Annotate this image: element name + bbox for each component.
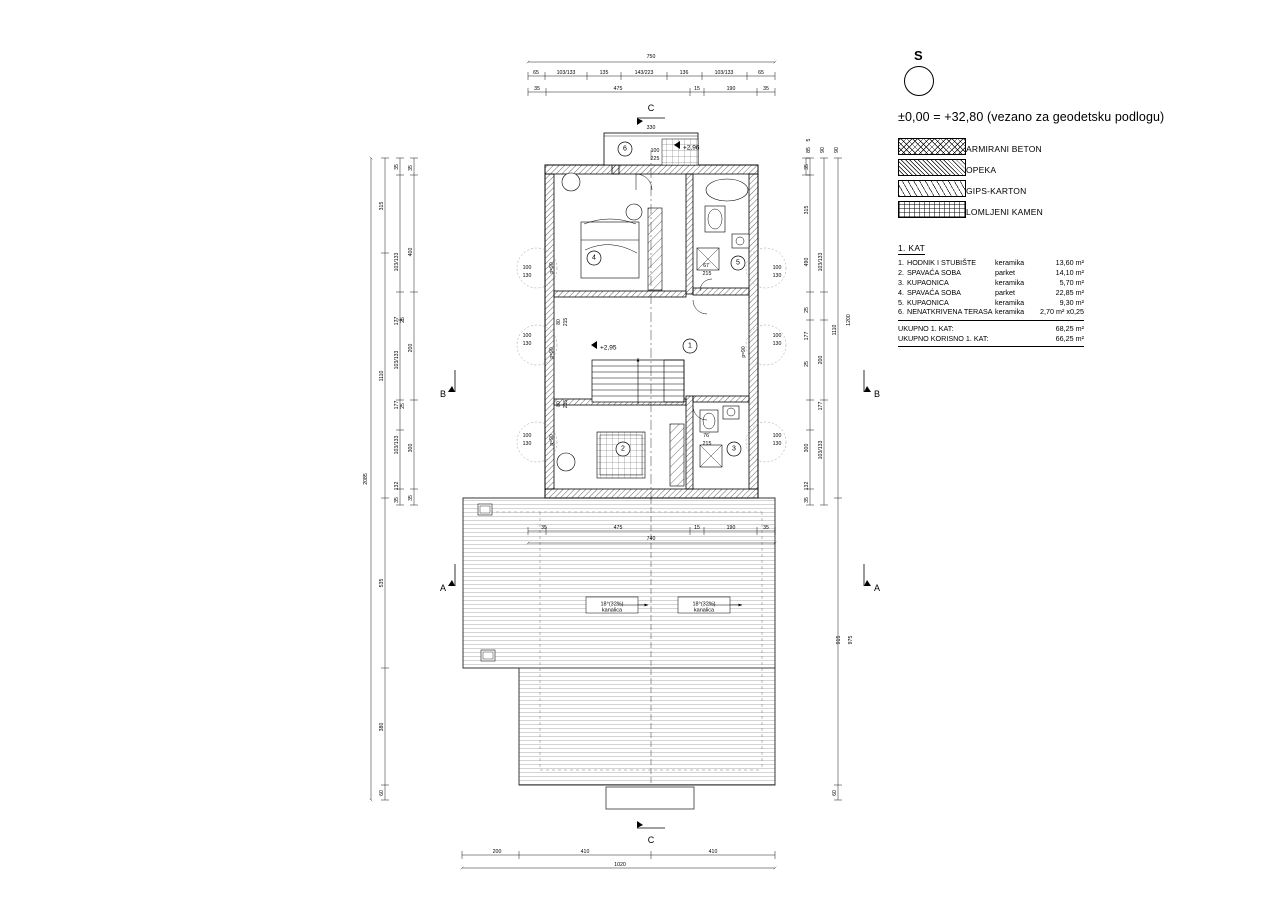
hatch-gips-karton-swatch (898, 180, 966, 197)
svg-text:35: 35 (804, 497, 810, 503)
svg-text:915: 915 (836, 635, 842, 645)
room-area: 2,70 m² x0,25 (1040, 307, 1084, 317)
svg-text:100: 100 (522, 265, 532, 271)
svg-text:18°(32%): 18°(32%) (600, 601, 624, 608)
svg-text:65: 65 (533, 70, 539, 76)
svg-text:1020: 1020 (614, 862, 626, 868)
svg-text:+2,96: +2,96 (683, 144, 700, 152)
svg-text:130: 130 (522, 441, 532, 447)
svg-text:35: 35 (408, 165, 414, 171)
svg-text:190: 190 (726, 525, 736, 531)
svg-text:410: 410 (580, 849, 590, 855)
room-name: KUPAONICA (907, 297, 949, 307)
room-finish: keramika (995, 258, 1025, 268)
svg-text:300: 300 (408, 443, 414, 453)
legend-row (898, 201, 1043, 222)
table-row (898, 287, 1084, 297)
hatch-lomljeni-kamen-label: LOMLJENI KAMEN (966, 206, 1043, 217)
svg-text:35: 35 (763, 86, 769, 92)
svg-text:130: 130 (772, 273, 782, 279)
svg-text:B: B (873, 389, 881, 399)
room-name: NENATKRIVENA TERASA (907, 307, 993, 317)
svg-text:18°(32%): 18°(32%) (692, 601, 716, 608)
svg-text:103/133: 103/133 (818, 252, 824, 272)
room-index: 2. (898, 268, 904, 278)
svg-text:60: 60 (832, 790, 838, 796)
elevation-note: ±0,00 = +32,80 (vezano za geodetsku podlogu) (898, 110, 1165, 124)
svg-text:100: 100 (522, 433, 532, 439)
svg-text:750: 750 (646, 54, 656, 60)
room-finish: keramika (995, 307, 1025, 317)
hatch-opeka-label: OPEKA (966, 164, 997, 175)
svg-text:177: 177 (394, 316, 400, 326)
svg-text:1200: 1200 (846, 314, 852, 326)
svg-text:215: 215 (563, 399, 569, 409)
room-area: 13,60 m² (1055, 258, 1084, 268)
total-label: UKUPNO KORISNO 1. KAT: (898, 333, 989, 343)
svg-text:35: 35 (804, 164, 810, 170)
svg-text:103/133: 103/133 (556, 70, 576, 76)
room-schedule-table (898, 258, 1084, 317)
total-row (898, 333, 1084, 343)
svg-text:475: 475 (613, 86, 623, 92)
svg-text:C: C (647, 835, 655, 845)
svg-text:60: 60 (379, 790, 385, 796)
bedroom-4-furniture (562, 173, 662, 290)
legend-row (898, 159, 1043, 180)
svg-text:kanalica: kanalica (693, 607, 715, 614)
compass-circle (904, 66, 934, 96)
svg-text:100: 100 (650, 148, 660, 154)
room-area: 5,70 m² (1059, 277, 1084, 287)
room-finish: parket (995, 287, 1015, 297)
svg-text:130: 130 (522, 273, 532, 279)
svg-text:25: 25 (400, 317, 406, 323)
table-row (898, 307, 1084, 317)
svg-text:35: 35 (763, 525, 769, 531)
north-compass (898, 48, 1228, 100)
svg-text:A: A (439, 583, 447, 593)
svg-text:1110: 1110 (832, 324, 838, 336)
room-index: 4. (898, 287, 904, 297)
svg-text:15: 15 (694, 86, 700, 92)
material-legend (898, 138, 1043, 222)
svg-text:kanalica: kanalica (601, 607, 623, 614)
table-row (898, 258, 1084, 268)
svg-text:103/133: 103/133 (394, 350, 400, 370)
table-row (898, 278, 1084, 288)
svg-text:3: 3 (732, 445, 736, 453)
svg-text:25: 25 (400, 403, 406, 409)
hatch-opeka-swatch (898, 159, 966, 176)
svg-text:65: 65 (758, 70, 764, 76)
hatch-gips-karton-label: GIPS-KARTON (966, 185, 1027, 196)
svg-text:143/223: 143/223 (634, 70, 654, 76)
room-index: 1. (898, 258, 904, 268)
first-floor-plan (517, 125, 786, 500)
svg-text:225: 225 (650, 156, 660, 162)
svg-text:103/133: 103/133 (818, 440, 824, 460)
svg-text:25: 25 (804, 307, 810, 313)
total-value: 68,25 m² (1055, 324, 1084, 334)
svg-text:35: 35 (394, 164, 400, 170)
svg-text:103/133: 103/133 (714, 70, 734, 76)
svg-text:B: B (439, 389, 447, 399)
svg-text:100: 100 (772, 333, 782, 339)
svg-text:300: 300 (804, 443, 810, 453)
legend-row (898, 138, 1043, 159)
svg-text:15: 15 (694, 525, 700, 531)
svg-text:740: 740 (646, 536, 656, 542)
north-letter: S (914, 48, 923, 63)
svg-text:5: 5 (806, 138, 812, 142)
svg-text:200: 200 (408, 343, 414, 353)
svg-text:130: 130 (772, 341, 782, 347)
svg-text:p=90: p=90 (549, 434, 555, 446)
svg-text:475: 475 (613, 525, 623, 531)
roof-plan (463, 498, 775, 809)
svg-text:330: 330 (646, 125, 656, 131)
svg-text:215: 215 (702, 441, 712, 447)
room-name: SPAVAĆA SOBA (907, 268, 961, 278)
svg-text:A: A (873, 583, 881, 593)
svg-text:90: 90 (820, 147, 826, 153)
svg-text:400: 400 (408, 247, 414, 257)
svg-text:975: 975 (848, 635, 854, 645)
room-area: 14,10 m² (1055, 268, 1084, 278)
svg-text:177: 177 (804, 331, 810, 341)
svg-text:103/133: 103/133 (394, 435, 400, 455)
svg-text:6: 6 (623, 145, 627, 153)
staircase (592, 358, 684, 404)
svg-text:215: 215 (702, 271, 712, 277)
svg-text:80: 80 (556, 401, 562, 407)
room-schedule (898, 238, 1084, 347)
legend-panel (898, 48, 1228, 347)
svg-text:5: 5 (736, 259, 740, 267)
bathroom-5-fixtures (697, 179, 749, 270)
svg-text:85: 85 (806, 147, 812, 153)
svg-text:132: 132 (394, 481, 400, 491)
room-finish: parket (995, 268, 1015, 278)
svg-text:C: C (647, 103, 655, 113)
total-label: UKUPNO 1. KAT: (898, 324, 954, 334)
svg-text:132: 132 (804, 481, 810, 491)
svg-text:p=90: p=90 (549, 347, 555, 359)
svg-text:380: 380 (379, 722, 385, 732)
svg-text:103/133: 103/133 (394, 252, 400, 272)
schedule-totals (898, 320, 1084, 348)
room-index: 5. (898, 297, 904, 307)
svg-text:p=90: p=90 (549, 262, 555, 274)
total-value: 66,25 m² (1055, 333, 1084, 343)
svg-text:76`: 76` (703, 433, 711, 439)
room-area: 9,30 m² (1059, 297, 1084, 307)
table-row (898, 268, 1084, 278)
svg-text:215: 215 (563, 317, 569, 327)
svg-text:130: 130 (772, 441, 782, 447)
svg-text:1: 1 (688, 342, 692, 350)
room-index: 6. (898, 307, 904, 317)
svg-text:535: 535 (379, 578, 385, 588)
svg-text:67`: 67` (703, 263, 711, 269)
svg-text:315: 315 (804, 205, 810, 215)
svg-text:177: 177 (818, 401, 824, 411)
svg-text:200: 200 (492, 849, 502, 855)
svg-text:+2,95: +2,95 (600, 344, 617, 352)
table-row (898, 297, 1084, 307)
svg-text:2: 2 (621, 445, 625, 453)
svg-text:25: 25 (804, 361, 810, 367)
svg-text:1110: 1110 (379, 370, 385, 382)
hatch-armirani-beton-swatch (898, 138, 966, 155)
total-row (898, 324, 1084, 334)
svg-text:130: 130 (522, 341, 532, 347)
svg-text:2085: 2085 (363, 473, 369, 485)
room-finish: keramika (995, 277, 1025, 287)
room-name: SPAVAĆA SOBA (907, 287, 961, 297)
svg-text:4: 4 (592, 254, 596, 262)
svg-text:80: 80 (556, 319, 562, 325)
room-schedule-title: 1. KAT (898, 243, 926, 253)
svg-text:100: 100 (772, 433, 782, 439)
svg-text:136: 136 (679, 70, 689, 76)
room-index: 3. (898, 277, 904, 287)
hatch-armirani-beton-label: ARMIRANI BETON (966, 143, 1042, 154)
svg-text:315: 315 (379, 201, 385, 211)
svg-text:p=90: p=90 (741, 346, 747, 358)
hatch-lomljeni-kamen-swatch (898, 201, 966, 218)
svg-text:190: 190 (726, 86, 736, 92)
svg-text:100: 100 (772, 265, 782, 271)
svg-text:200: 200 (818, 355, 824, 365)
room-finish: keramika (995, 297, 1025, 307)
svg-text:35: 35 (534, 86, 540, 92)
svg-text:135: 135 (599, 70, 609, 76)
room-name: HODNIK I STUBIŠTE (907, 258, 977, 268)
svg-text:35: 35 (541, 525, 547, 531)
svg-text:410: 410 (708, 849, 718, 855)
svg-text:177: 177 (394, 400, 400, 410)
room-area: 22,85 m² (1055, 287, 1084, 297)
svg-text:100: 100 (522, 333, 532, 339)
room-name: KUPAONICA (907, 277, 949, 287)
svg-text:35: 35 (394, 497, 400, 503)
svg-text:490: 490 (804, 257, 810, 267)
svg-text:90: 90 (834, 147, 840, 153)
svg-text:35: 35 (408, 495, 414, 501)
legend-row (898, 180, 1043, 201)
